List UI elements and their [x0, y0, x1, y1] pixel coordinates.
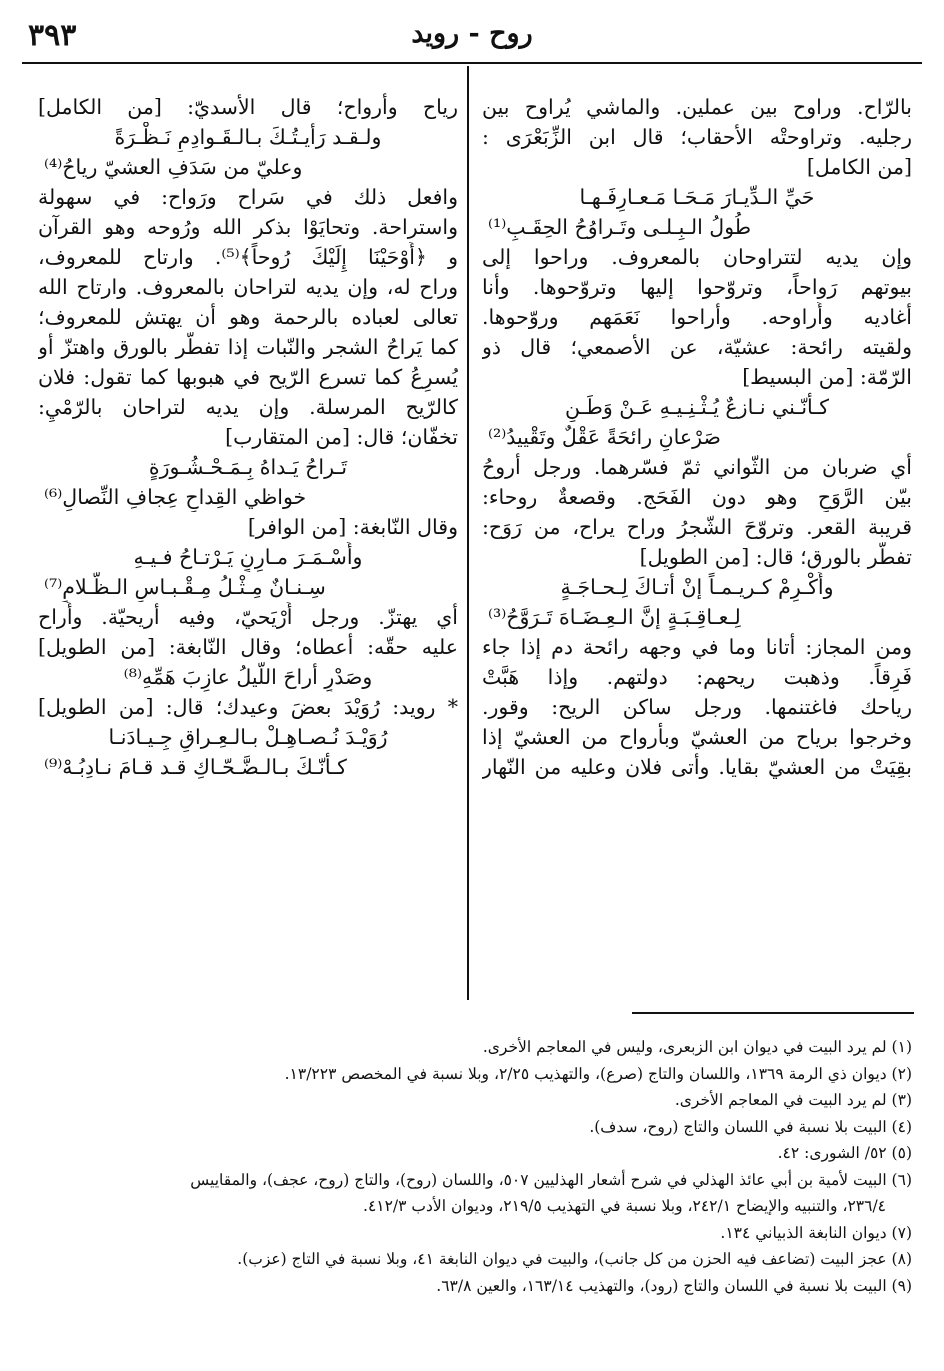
text-line: أي ضربان من الثّواني ثمّ فسّرهما. ورجل أروحُ: [482, 455, 912, 479]
text-line: وقال النّابغة: [من الوافر]: [247, 515, 458, 539]
column-divider: [467, 66, 469, 1000]
verse-line: وأَسْـمَـرَ مـارِنٍ يَـرْتـاحُ فـيـهِ: [133, 545, 363, 569]
text-line: بقِيَتْ من العشيّ بقايا. وأتى فلان وعليه من النّهار: [482, 755, 912, 779]
text-line: رياحك فاغتنمها. ورجل ساكن الريح: وقور.: [482, 695, 912, 719]
text-line: يُسرِعُ كما تسرع الرّيح في هبوبها كما تقول: فلان: [38, 365, 458, 389]
text-line: أغاديه وأُراوحه. وأراحوا نَعَمَهم وروّحوها.: [482, 305, 912, 329]
text-line: وخرجوا برياح من العشيّ وبأرواح من العشيّ إذا: [482, 725, 912, 749]
verse-line: وعليّ من سَدَفِ العشيّ رياحُ⁽⁴⁾: [44, 155, 303, 179]
text-line: تخفّان؛ قال: [من المتقارب]: [225, 425, 458, 449]
verse-line: حَيِّ الـدِّيـارَ مَـحَـا مَـعـارِفَـهـا: [579, 185, 815, 209]
text-line: ولقيته رائحة: عشيّة، عن الأصمعي؛ قال ذو: [482, 335, 912, 359]
text-line: أي يهتزّ. ورجل أَرْيَحيّ، وفيه أريحيّة. وأَراح: [38, 605, 458, 629]
text-line: [من الكامل]: [806, 155, 912, 179]
page-header: [28, 18, 916, 58]
text-line: قريبة القعر. وتروّحَ الشّجرُ وراح يراح، من رَوَح:: [482, 515, 912, 539]
text-line: ومن المجاز: أتانا وما في وجهه رائحة دم إذا جاء: [482, 635, 912, 659]
text-line: * رويد: رُوَيْدَ بعضَ وعيدك؛ قال: [من الطويل]: [38, 695, 458, 719]
text-line: تعالى لعباده بالرحمة وهو أن يهتش للمعروف؛: [38, 305, 458, 329]
verse-line: رُوَيْـدَ نُـصـاهِـلْ بـالـعِـراقِ جِـيـادَنـا: [108, 725, 388, 749]
verse-line: ولـقـد رَأيـتُـكَ بـالـقَـوادِمِ نَـظْـرَةً: [114, 125, 382, 149]
verse-line: لِـعـاقِـبَـةٍ إنَّ الـعِـضَـاهَ تَـرَوَّحُ⁽³⁾: [488, 605, 741, 629]
verse-line: كـأنّـكَ بـالـضَّـحّـاكِ قـد قـامَ نـادِبُـهْ⁽⁹⁾: [44, 755, 347, 779]
footnote: (٧) ديوان النابغة الذبياني ١٣٤.: [720, 1223, 912, 1242]
footnote: (١) لم يرد البيت في ديوان ابن الزبعرى، وليس في المعاجم الأخرى.: [482, 1038, 912, 1056]
running-title: روح - رويد: [411, 18, 533, 49]
header-rule: [22, 62, 922, 64]
text-line: رجليه. وتراوحتْه الأحقاب؛ قال ابن الزِّبَعْرَى :: [482, 125, 912, 149]
right-column: [482, 92, 912, 782]
text-line: بيّن الرَّوَحِ وهو دون الفَحَج. وقصعةٌ روحاء:: [482, 485, 912, 509]
verse-line: وأَكْـرِمْ كـريـمـاً إنْ أتـاكَ لِـحـاجَـةٍ: [560, 575, 834, 599]
text-line: تفطّر بالورق؛ قال: [من الطويل]: [639, 545, 912, 569]
footnotes: [40, 1034, 912, 1299]
footnote-rule: [632, 1012, 914, 1014]
footnote: (٦) البيت لأمية بن أبي عائذ الهذلي في شرح أشعار الهذليين ٥٠٧، واللسان (روح)، والتاج (روح، عجف)، والمقاييس: [190, 1170, 912, 1189]
text-line: وافعل ذلك في سَراح ورَواح: في سهولة: [38, 185, 458, 209]
footnote: (٢) ديوان ذي الرمة ١٣٦٩، واللسان والتاج (صرع)، والتهذيب ٢/٢٥، وبلا نسبة في المخصص ١٣/٢٢٣.: [284, 1064, 912, 1083]
footnote: (٩) البيت بلا نسبة في اللسان والتاج (رود)، والتهذيب ١٦٣/١٤، والعين ٦٣/٨.: [436, 1276, 912, 1295]
page-number: ٣٩٣: [28, 18, 77, 53]
text-line: وإن يديه لتتراوحان بالمعروف. وراحوا إلى: [482, 245, 912, 269]
footnote: (٨) عجز البيت (تضاعف فيه الحزن من كل جانب)، والبيت في ديوان النابغة ٤١، وبلا نسبة في التاج (عزب).: [237, 1250, 912, 1268]
verse-line: تَـراحُ يَـداهُ بِـمَـحْـشُـورَةٍ: [148, 455, 348, 479]
text-line: وراح له، وإن يديه لتراحان بالمعروف. وارتاح الله: [38, 275, 458, 299]
text-line: بالرّاح. وراوح بين عملين. والماشي يُراوح بين: [482, 95, 912, 119]
verse-line: وصَدْرٍ أراحَ اللّيلُ عازِبَ هَمِّهِ⁽⁸⁾: [123, 665, 373, 689]
text-line: و ﴿أَوْحَيْنَا إِلَيْكَ رُوحاً﴾⁽⁵⁾. وارتاح للمعروف،: [38, 245, 458, 269]
footnote: ٢٣٦/٤، والتنبيه والإيضاح ٢٤٢/١، وبلا نسبة في التهذيب ٢١٩/٥، وديوان الأدب ٤١٢/٣.: [363, 1197, 886, 1215]
footnote: (٣) لم يرد البيت في المعاجم الأخرى.: [674, 1091, 912, 1109]
verse-line: سِـنـانٌ مِـثْـلُ مِـقْـبـاسِ الـظَّـلامِ⁽⁷⁾: [44, 575, 326, 599]
text-line: كما يَراحُ الشجر والنّبات إذا تفطّر بالورق واهتزّ أو: [38, 335, 458, 359]
text-line: واستراحة. وتحايَوْا بذكر الله ورُوحه وهو القرآن: [38, 215, 458, 239]
verse-line: طُولُ الـبِـلـى وتَـراوُحُ الحِقَـبِ⁽¹⁾: [488, 215, 752, 239]
text-line: فَرِقاً. وذهبت ريحهم: دولتهم. وإذا هَبَّتْ: [482, 665, 912, 689]
verse-line: خواظي القِداحِ عِجافِ النِّصالِ⁽⁶⁾: [44, 485, 307, 509]
text-line: كالرّيح المرسلة. وإن يديه لتراحان بالرّمْيِ:: [38, 395, 458, 419]
footnote: (٥) ٥٢/ الشورى: ٤٢.: [777, 1144, 912, 1162]
text-line: الرّمّة: [من البسيط]: [742, 365, 912, 389]
left-column: [38, 92, 458, 782]
text-line: بيوتهم رَواحاً، وتروّحوا إليها وتروّحوها. وأنا: [482, 275, 912, 299]
verse-line: صَرْعانِ رائحَةً عَقْلٌ وتَقْييدُ⁽²⁾: [488, 425, 721, 449]
verse-line: كـأنّـني نـازعٌ يُـثْـنِـيـهِ عَـنْ وَطَـنٍ: [564, 395, 830, 419]
text-line: رياح وأرواح؛ قال الأسديّ: [من الكامل]: [38, 95, 458, 119]
footnote: (٤) البيت بلا نسبة في اللسان والتاج (روح، سدف).: [589, 1117, 912, 1136]
text-line: عليه حقّه: أعطاه؛ وقال النّابغة: [من الطويل]: [38, 635, 458, 659]
